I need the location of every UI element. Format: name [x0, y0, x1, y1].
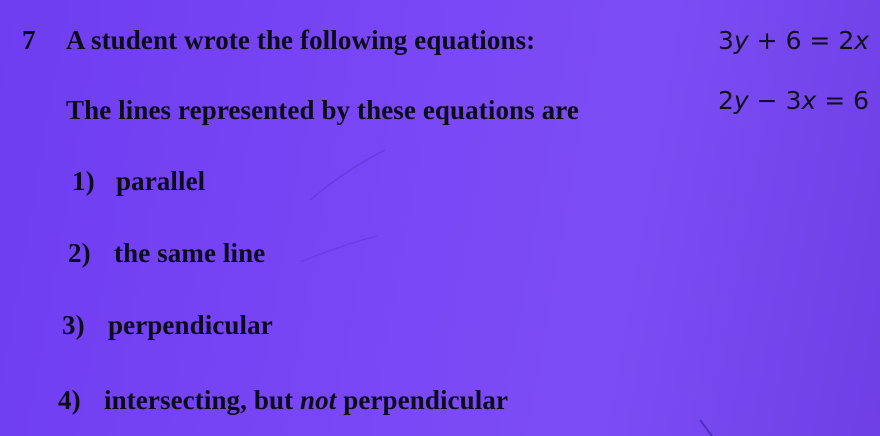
eq2-equals: = [824, 86, 846, 115]
eq2-right: 6 [853, 86, 870, 115]
question-prompt: The lines represented by these equations are [66, 95, 579, 125]
choice-4-text-after: perpendicular [336, 385, 509, 415]
eq1-left-var: y [733, 26, 749, 55]
choice-4-text [104, 387, 508, 414]
eq2-term-var: x [801, 86, 817, 115]
eq2-left-var: y [733, 86, 749, 115]
choice-2-number: 2) [68, 238, 91, 268]
equation-1 [718, 28, 869, 53]
eq2-left-coef: 2 [718, 86, 734, 115]
eq1-const: 6 [785, 26, 802, 55]
choice-3-text: perpendicular [108, 310, 273, 340]
choice-1-text: parallel [116, 166, 206, 196]
choice-3-number: 3) [62, 310, 85, 340]
eq1-left-coef: 3 [718, 26, 734, 55]
choice-4-number: 4) [58, 385, 81, 415]
question-stem: A student wrote the following equations: [66, 25, 536, 55]
choice-2-text: the same line [114, 238, 266, 268]
eq1-equals: = [809, 26, 831, 55]
eq1-right-coef: 2 [838, 26, 855, 55]
choice-1-number: 1) [72, 166, 95, 196]
choice-4-text-before: intersecting, but [104, 385, 301, 415]
choice-4-emphasis: not [300, 385, 337, 415]
eq2-op: − [756, 86, 778, 115]
equation-2 [718, 88, 869, 113]
eq1-op: + [756, 26, 778, 55]
question-number: 7 [22, 25, 36, 55]
eq1-right-var: x [854, 26, 870, 55]
eq2-term-coef: 3 [785, 86, 802, 115]
